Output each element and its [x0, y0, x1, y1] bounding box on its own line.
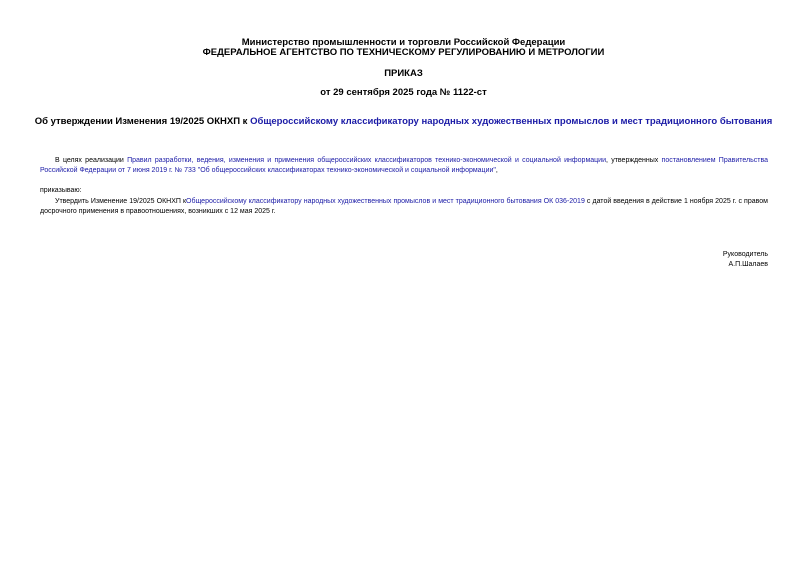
paragraph-approve [40, 197, 768, 217]
ok-036-2019-link[interactable]: Общероссийскому классификатору народных художественных промыслов и мест традиционного бытования ОК 036-2019 [186, 198, 585, 205]
date-number-line: от 29 сентября 2025 года № 1122-ст [320, 87, 487, 98]
agency-heading: ФЕДЕРАЛЬНОЕ АГЕНТСТВО ПО ТЕХНИЧЕСКОМУ РЕГУЛИРОВАНИЮ И МЕТРОЛОГИИ [202, 47, 605, 58]
rules-link[interactable]: Правил разработки, ведения, изменения и применения общероссийских классификаторов технико-экономической и социальной информации [127, 157, 606, 164]
p3-prefix: Утвердить Изменение 19/2025 ОКНХП к [55, 198, 187, 205]
signatory-name: А.П.Шалаев [728, 261, 768, 268]
p1-mid: , утвержденных [605, 157, 662, 164]
ministry-heading: Министерство промышленности и торговли Российской Федерации [241, 37, 566, 48]
p1-prefix: В целях реализации [55, 157, 128, 164]
document-type-heading: ПРИКАЗ [384, 68, 423, 79]
p1-suffix: , [495, 167, 498, 174]
subject-prefix: Об утверждении Изменения 19/2025 ОКНХП к [34, 116, 251, 127]
classifier-link[interactable]: Общероссийскому классификатору народных художественных промыслов и мест традиционного бытования [250, 116, 773, 127]
document-subject [0, 116, 807, 127]
paragraph-basis [40, 156, 768, 176]
paragraph-order: приказываю: [40, 187, 82, 194]
p3-suffix: с датой введения в действие 1 ноября 2025 г. с правом досрочного применения в правоотношениях, возникших с 12 мая 2025 г. [40, 198, 768, 215]
resolution-link[interactable]: постановлением Правительства Российской Федерации от 7 июня 2019 г. № 733 "Об общероссийских классификаторах технико-экономической и социальной информации" [40, 157, 768, 174]
signatory-title: Руководитель [722, 251, 768, 258]
